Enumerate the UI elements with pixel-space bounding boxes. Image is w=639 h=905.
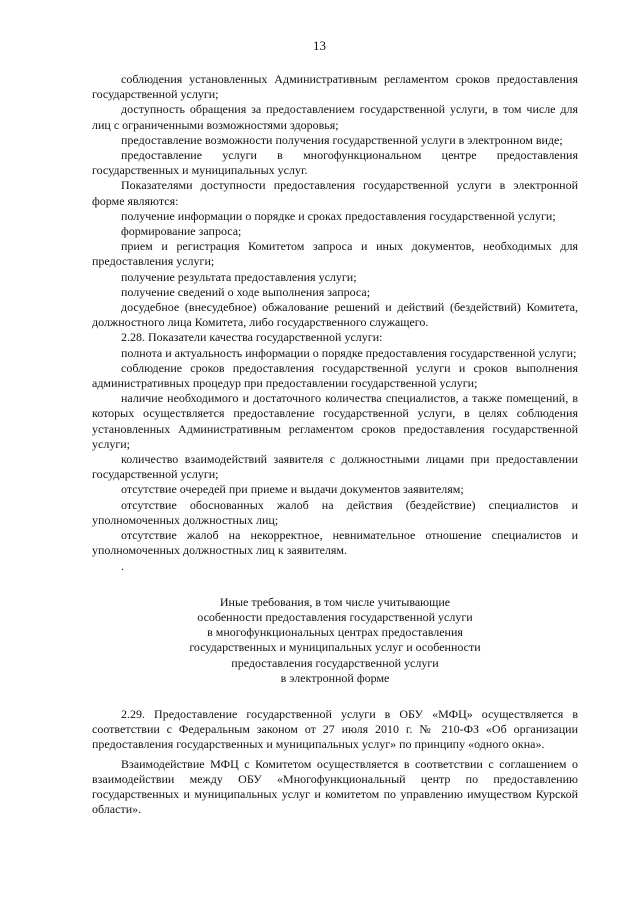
stray-dot: .: [121, 558, 124, 573]
paragraph: 2.29. Предоставление государственной услуги в ОБУ «МФЦ» осуществляется в соответствии с Федеральным законом от 27 июля 2010 г. № 210-ФЗ «Об организации предоставления государственных и муниципальных услуг» по принципу «одного окна».: [92, 706, 578, 752]
paragraph: прием и регистрация Комитетом запроса и иных документов, необходимых для предоставления услуги;: [92, 239, 578, 269]
paragraph: полнота и актуальность информации о порядке предоставления государственной услуги;: [121, 345, 577, 360]
section-title-line: государственных и муниципальных услуг и особенности: [189, 640, 481, 655]
spacer: [92, 686, 578, 707]
section-title-line: в многофункциональных центрах предоставления: [207, 625, 463, 640]
paragraph: доступность обращения за предоставлением государственной услуги, в том числе для лиц с ограниченными возможностями здоровья;: [92, 102, 578, 132]
paragraph: предоставление возможности получения государственной услуги в электронном виде;: [121, 132, 563, 147]
paragraph: Взаимодействие МФЦ с Комитетом осуществляется в соответствии с соглашением о взаимодействии между ОБУ «Многофункциональный центр по предоставлению государственных и муниципальных услуг и комитетом по управлению имуществом Курской области».: [92, 756, 578, 817]
paragraph: 2.28. Показатели качества государственной услуги:: [121, 330, 383, 345]
paragraph: Показателями доступности предоставления государственной услуги в электронной форме являются:: [92, 178, 578, 208]
section-title-line: особенности предоставления государственной услуги: [197, 609, 473, 624]
section-title: [92, 595, 578, 686]
paragraph: отсутствие обоснованных жалоб на действия (бездействие) специалистов и уполномоченных должностных лиц;: [92, 497, 578, 527]
paragraph: получение сведений о ходе выполнения запроса;: [121, 284, 371, 299]
section-title-line: предоставления государственной услуги: [231, 655, 439, 670]
paragraph: получение результата предоставления услуги;: [121, 269, 357, 284]
paragraph: соблюдения установленных Административным регламентом сроков предоставления государственной услуги;: [92, 72, 578, 102]
paragraph: отсутствие очередей при приеме и выдачи документов заявителям;: [121, 482, 464, 497]
document-body: [92, 72, 578, 817]
paragraph: наличие необходимого и достаточного количества специалистов, а также помещений, в которых осуществляется предоставление государственной услуги, в целях соблюдения установленных Административным регламентом сроков предоставления государственной услуги;: [92, 391, 578, 451]
paragraph: предоставление услуги в многофункциональном центре предоставления государственных и муниципальных услуг.: [92, 148, 578, 178]
page-number: 13: [313, 38, 326, 53]
section-title-line: Иные требования, в том числе учитывающие: [219, 594, 451, 609]
paragraph: отсутствие жалоб на некорректное, невнимательное отношение специалистов и уполномоченных должностных лиц к заявителям.: [92, 528, 578, 558]
paragraph: получение информации о порядке и сроках предоставления государственной услуги;: [121, 208, 556, 223]
paragraph: досудебное (внесудебное) обжалование решений и действий (бездействий) Комитета, должностного лица Комитета, либо государственного служащего.: [92, 300, 578, 330]
paragraph: формирование запроса;: [121, 224, 242, 239]
paragraph: соблюдение сроков предоставления государственной услуги и сроков выполнения административных процедур при предоставлении государственной услуги;: [92, 360, 578, 391]
paragraph: количество взаимодействий заявителя с должностными лицами при предоставлении государственной услуги;: [92, 452, 578, 482]
section-title-line: в электронной форме: [280, 670, 390, 685]
